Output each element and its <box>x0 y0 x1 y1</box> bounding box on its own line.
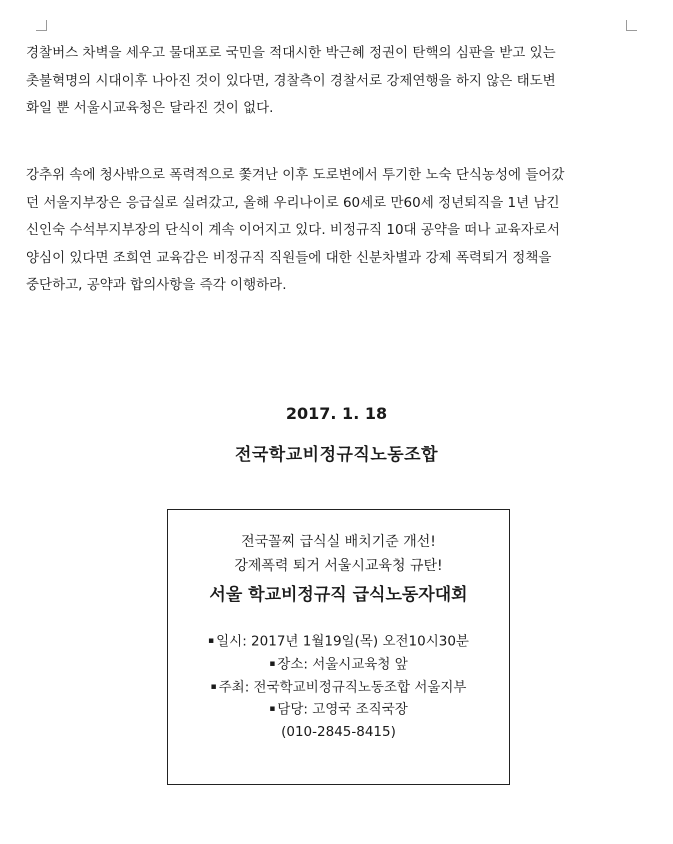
bullet-icon: ▪ <box>208 636 215 646</box>
paragraph-line: 중단하고, 공약과 합의사항을 즉각 이행하라. <box>26 277 287 293</box>
paragraph-line: 신인숙 수석부지부장의 단식이 계속 이어지고 있다. 비정규직 10대 공약을 떠나 교육자로서 <box>26 222 560 238</box>
bullet-icon: ▪ <box>269 658 276 669</box>
paragraph-line: 촛불혁명의 시대이후 나아진 것이 있다면, 경찰측이 경찰서로 강제연행을 하지 않은 태도변 <box>26 72 556 89</box>
notice-phone: (010-2845-8415) <box>281 724 396 740</box>
rally-notice-box <box>167 509 510 785</box>
notice-date-line <box>168 630 509 653</box>
notice-headline-2: 강제폭력 퇴거 서울시교육청 규탄! <box>234 558 443 574</box>
paragraph-line: 화일 뿐 서울시교육청은 달라진 것이 없다. <box>26 100 274 116</box>
notice-date-text: 일시: 2017년 1월19일(목) 오전10시30분 <box>216 633 469 650</box>
notice-place-line <box>168 653 509 676</box>
page-corner-mark-left <box>36 20 47 31</box>
union-name: 전국학교비정규직노동조합 <box>234 445 439 465</box>
paragraph-line: 양심이 있다면 조희연 교육감은 비정규직 직원들에 대한 신분차별과 강제 폭력퇴거 정책을 <box>26 249 552 266</box>
statement-paragraph-1 <box>26 40 638 123</box>
paragraph-line: 경찰버스 차벽을 세우고 물대포로 국민을 적대시한 박근혜 정권이 탄핵의 심판을 받고 있는 <box>26 45 556 61</box>
paragraph-line: 강추위 속에 청사밖으로 폭력적으로 쫓겨난 이후 도로변에서 투기한 노숙 단식농성에 들어갔 <box>26 167 565 183</box>
notice-host-text: 주최: 전국학교비정규직노동조합 서울지부 <box>218 678 467 695</box>
notice-contact-line <box>168 698 509 721</box>
bullet-icon: ▪ <box>269 704 276 715</box>
page-corner-mark-right <box>626 20 637 31</box>
notice-title: 서울 학교비정규직 급식노동자대회 <box>209 585 468 605</box>
statement-date: 2017. 1. 18 <box>285 404 388 423</box>
notice-place-text: 장소: 서울시교육청 앞 <box>277 656 408 672</box>
paragraph-line: 던 서울지부장은 응급실로 실려갔고, 올해 우리나이로 60세로 만60세 정년퇴직을 1년 남긴 <box>26 194 560 211</box>
notice-host-line <box>168 676 509 699</box>
statement-paragraph-2 <box>26 162 638 300</box>
bullet-icon: ▪ <box>210 681 217 692</box>
notice-headline-1: 전국꼴찌 급식실 배치기준 개선! <box>241 534 436 550</box>
notice-contact-text: 담당: 고영국 조직국장 <box>277 701 408 718</box>
